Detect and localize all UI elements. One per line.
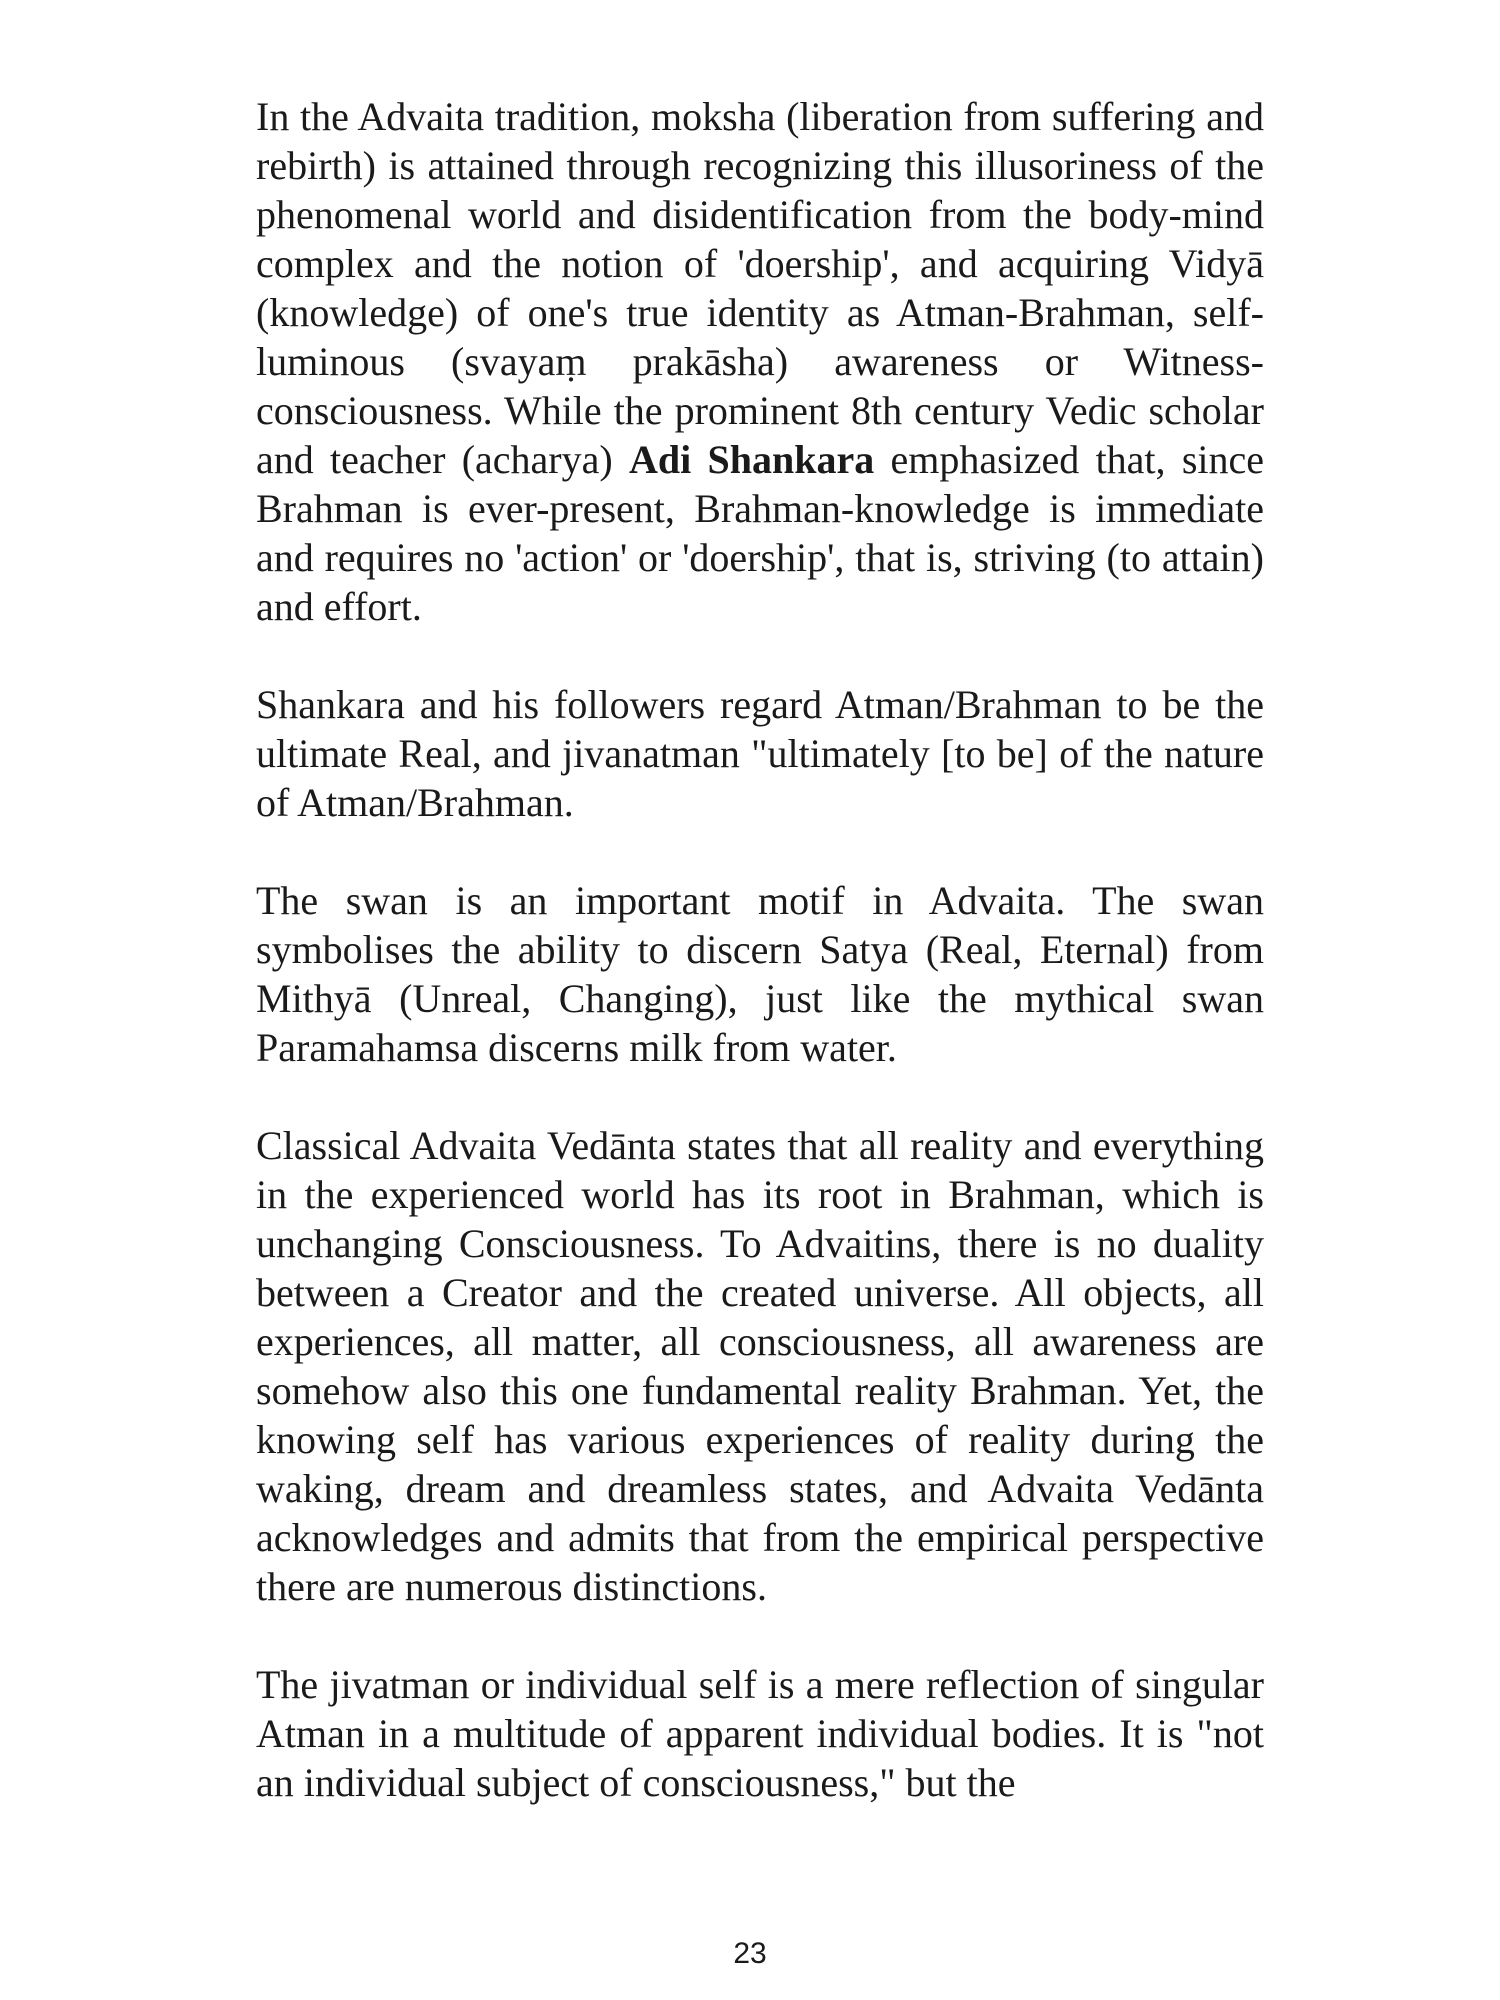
- paragraph-moksha-text-start: In the Advaita tradition, moksha (liberation from suffering and rebirth) is attained through recognizing this illusoriness of the phenomenal world and disidentification from the body-mind complex and the notion of 'doership', and acquiring Vidyā (knowledge) of one's true identity as Atman-Brahman, self-luminous (svayaṃ prakāsha) awareness or Witness-consciousness. While the prominent 8th century Vedic scholar and teacher (acharya): [256, 94, 1264, 482]
- paragraph-moksha: [256, 92, 1264, 631]
- paragraph-jivatman: The jivatman or individual self is a mere reflection of singular Atman in a multitude of apparent individual bodies. It is "not an individual subject of consciousness," but the: [256, 1662, 1264, 1805]
- body-text: [256, 92, 1264, 1807]
- paragraph-moksha-text-end: emphasized that, since Brahman is ever-present, Brahman-knowledge is immediate and requires no 'action' or 'doership', that is, striving (to attain) and effort.: [256, 437, 1265, 629]
- adi-shankara-bold: Adi Shankara: [628, 437, 875, 482]
- paragraph-swan-motif: The swan is an important motif in Advaita. The swan symbolises the ability to discern Satya (Real, Eternal) from Mithyā (Unreal, Changing), just like the mythical swan Paramahamsa discerns milk from water.: [256, 878, 1264, 1070]
- paragraph-classical-advaita: Classical Advaita Vedānta states that all reality and everything in the experienced world has its root in Brahman, which is unchanging Consciousness. To Advaitins, there is no duality between a Creator and the created universe. All objects, all experiences, all matter, all consciousness, all awareness are somehow also this one fundamental reality Brahman. Yet, the knowing self has various experiences of reality during the waking, dream and dreamless states, and Advaita Vedānta acknowledges and admits that from the empirical perspective there are numerous distinctions.: [256, 1123, 1264, 1609]
- paragraph-shankara-followers: Shankara and his followers regard Atman/Brahman to be the ultimate Real, and jivanatman "ultimately [to be] of the nature of Atman/Brahman.: [256, 682, 1264, 825]
- page-number: 23: [733, 1937, 767, 1970]
